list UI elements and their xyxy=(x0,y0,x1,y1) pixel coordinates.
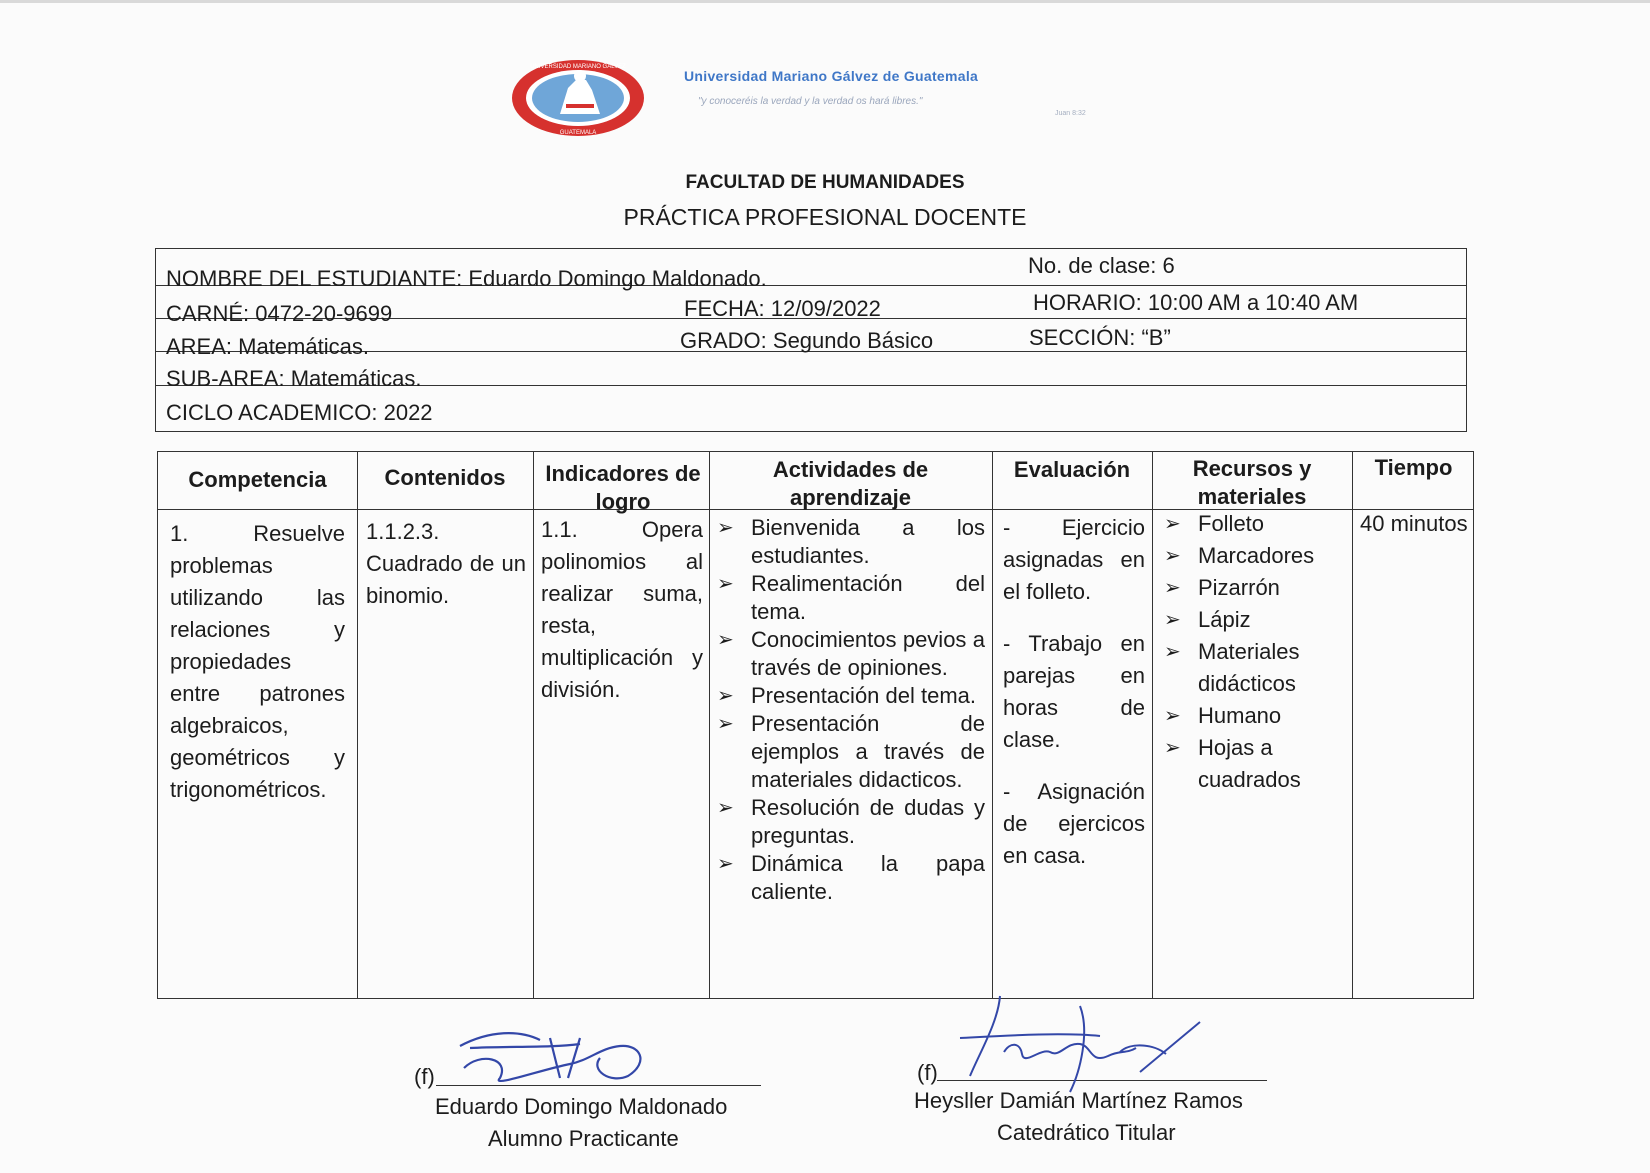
list-item: ➢ Bienvenida a los estudiantes. xyxy=(717,515,985,568)
evaluation-item: - Ejercicio asignadas en el folleto. xyxy=(1003,515,1145,604)
faculty-title: FACULTAD DE HUMANIDADES xyxy=(685,172,965,193)
arrowhead-bullet-icon: ➢ xyxy=(1164,577,1181,599)
list-item: ➢ Realimentación del tema. xyxy=(717,571,985,624)
column-divider xyxy=(709,452,710,998)
header-contenidos: Contenidos xyxy=(384,465,506,490)
lesson-plan-table xyxy=(157,451,1474,999)
list-item: ➢ Presentación del tema. xyxy=(717,683,977,708)
column-divider xyxy=(992,452,993,998)
evaluation-item: - Asignación de ejercicos en casa. xyxy=(1003,779,1145,868)
indicadores-cell: 1.1. Opera polinomios al realizar suma, resta, multiplicación y división. xyxy=(541,517,703,702)
schedule: HORARIO: 10:00 AM a 10:40 AM xyxy=(1033,290,1359,315)
evaluacion-cell xyxy=(1003,512,1145,892)
arrowhead-bullet-icon: ➢ xyxy=(1164,737,1181,759)
arrowhead-bullet-icon: ➢ xyxy=(717,853,734,875)
actividades-cell xyxy=(713,514,985,906)
arrowhead-bullet-icon: ➢ xyxy=(1164,641,1181,663)
header-tiempo: Tiempo xyxy=(1374,455,1453,480)
svg-text:UNIVERSIDAD MARIANO GALVEZ: UNIVERSIDAD MARIANO GALVEZ xyxy=(530,64,626,70)
list-item: ➢ Hojas a cuadrados xyxy=(1160,732,1348,796)
student-info-table xyxy=(155,248,1467,432)
arrowhead-bullet-icon: ➢ xyxy=(1164,609,1181,631)
list-item: ➢ Materiales didácticos xyxy=(1160,636,1348,700)
tiempo-cell: 40 minutos xyxy=(1360,511,1468,536)
column-divider xyxy=(1352,452,1353,998)
column-divider xyxy=(1152,452,1153,998)
header-recursos: Recursos y materiales xyxy=(1192,456,1312,509)
area: AREA: Matemáticas. xyxy=(166,334,369,359)
date: FECHA: 12/09/2022 xyxy=(684,296,881,321)
list-item: ➢ Marcadores xyxy=(1160,540,1348,572)
list-item: ➢ Dinámica la papa caliente. xyxy=(717,851,985,904)
arrowhead-bullet-icon: ➢ xyxy=(717,797,734,819)
list-item: ➢ Conocimientos pevios a través de opiniones. xyxy=(717,627,985,680)
university-name: Universidad Mariano Gálvez de Guatemala xyxy=(684,68,979,84)
list-item: ➢ Pizarrón xyxy=(1160,572,1348,604)
left-handwritten-signature xyxy=(450,1018,670,1088)
column-divider xyxy=(533,452,534,998)
arrowhead-bullet-icon: ➢ xyxy=(717,517,734,539)
arrowhead-bullet-icon: ➢ xyxy=(717,685,734,707)
arrowhead-bullet-icon: ➢ xyxy=(717,629,734,651)
left-signer-name: Eduardo Domingo Maldonado xyxy=(435,1094,728,1119)
contenidos-cell: 1.1.2.3. Cuadrado de un binomio. xyxy=(366,519,526,608)
university-seal-logo xyxy=(510,58,646,138)
activities-list xyxy=(713,514,985,906)
arrowhead-bullet-icon: ➢ xyxy=(1164,513,1181,535)
header-competencia: Competencia xyxy=(188,467,327,492)
header-evaluacion: Evaluación xyxy=(1013,457,1131,482)
recursos-cell xyxy=(1160,508,1348,796)
svg-text:GUATEMALA: GUATEMALA xyxy=(559,130,597,136)
arrowhead-bullet-icon: ➢ xyxy=(1164,705,1181,727)
grade: GRADO: Segundo Básico xyxy=(680,328,934,353)
motto-reference: Juan 8:32 xyxy=(1055,110,1086,117)
resources-list xyxy=(1160,508,1348,796)
right-signer-name: Heysller Damián Martínez Ramos xyxy=(914,1088,1243,1113)
student-name: NOMBRE DEL ESTUDIANTE: Eduardo Domingo Maldonado. xyxy=(166,266,767,291)
class-number: No. de clase: 6 xyxy=(1028,253,1175,278)
arrowhead-bullet-icon: ➢ xyxy=(717,713,734,735)
carne: CARNÉ: 0472-20-9699 xyxy=(166,301,393,326)
list-item: ➢ Presentación de ejemplos a través de materiales didacticos. xyxy=(717,711,985,792)
section: SECCIÓN: “B” xyxy=(1029,325,1171,350)
list-item: ➢ Lápiz xyxy=(1160,604,1348,636)
right-signature-prefix: (f) xyxy=(917,1060,938,1085)
evaluation-item: - Trabajo en parejas en horas de clase. xyxy=(1003,631,1145,752)
list-item: ➢ Resolución de dudas y preguntas. xyxy=(717,795,985,848)
document-subtitle: PRÁCTICA PROFESIONAL DOCENTE xyxy=(623,204,1027,230)
list-item: ➢ Folleto xyxy=(1160,508,1348,540)
scan-edge xyxy=(0,0,1650,3)
column-divider xyxy=(357,452,358,998)
left-signature-prefix: (f) xyxy=(414,1064,435,1089)
right-signer-role: Catedrático Titular xyxy=(997,1120,1176,1145)
arrowhead-bullet-icon: ➢ xyxy=(1164,545,1181,567)
arrowhead-bullet-icon: ➢ xyxy=(717,573,734,595)
academic-cycle: CICLO ACADEMICO: 2022 xyxy=(166,400,433,425)
header-indicadores: Indicadores de logro xyxy=(545,461,701,514)
subarea: SUB-AREA: Matemáticas. xyxy=(166,366,422,391)
header-actividades: Actividades de aprendizaje xyxy=(772,457,929,510)
university-motto: "y conoceréis la verdad y la verdad os hará libres." xyxy=(698,96,923,107)
left-signer-role: Alumno Practicante xyxy=(488,1126,679,1151)
competencia-cell: 1. Resuelve problemas utilizando las relaciones y propiedades entre patrones algebraicos, geométricos y trigonométricos. xyxy=(170,521,345,802)
list-item: ➢ Humano xyxy=(1160,700,1348,732)
right-handwritten-signature xyxy=(940,992,1210,1102)
